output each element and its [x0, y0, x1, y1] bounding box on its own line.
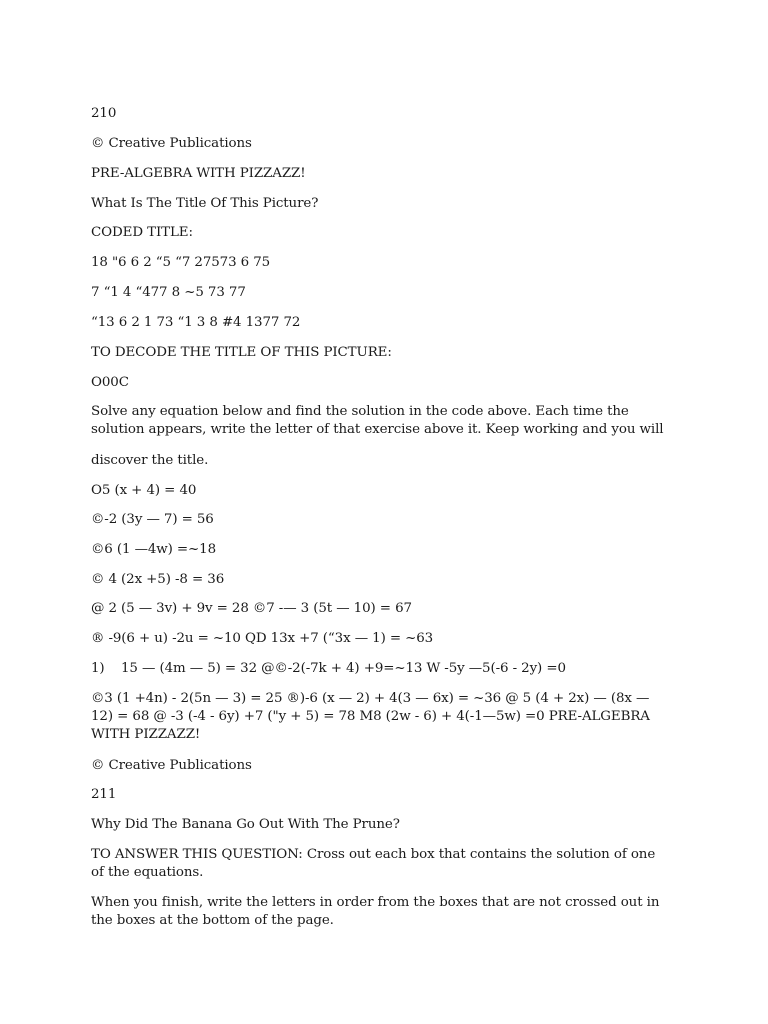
- coded-line: 18 "6 6 2 “5 “7 27573 6 75: [91, 255, 271, 270]
- equation-line: ® -9(6 + u) -2u = ~10 QD 13x +7 (“3x — 1) = ~63: [91, 631, 434, 646]
- coded-line: 7 “1 4 “477 8 ~5 73 77: [91, 285, 246, 300]
- coded-line: “13 6 2 1 73 “1 3 8 #4 1377 72: [91, 315, 301, 330]
- book-title: PRE-ALGEBRA WITH PIZZAZZ!: [91, 166, 306, 181]
- coded-title-heading: CODED TITLE:: [91, 225, 193, 240]
- ocr-fragment: O00C: [91, 375, 129, 390]
- equation-line: @ 2 (5 — 3v) + 9v = 28 ©7 -— 3 (5t — 10) = 67: [91, 601, 412, 616]
- answer-instructions: TO ANSWER THIS QUESTION: Cross out each box that contains the solution of one of the equations.: [91, 847, 656, 880]
- copyright-line: © Creative Publications: [91, 136, 252, 151]
- page-number: 211: [91, 787, 117, 802]
- instructions-continuation: discover the title.: [91, 453, 209, 468]
- equation-line: [91, 660, 671, 678]
- equation-line: O5 (x + 4) = 40: [91, 483, 197, 498]
- puzzle-question: Why Did The Banana Go Out With The Prune?: [91, 817, 400, 832]
- equation-text: 15 — (4m — 5) = 32 @©-2(-7k + 4) +9=~13 W -5y —5(-6 - 2y) =0: [121, 661, 566, 676]
- equation-line: © 4 (2x +5) -8 = 36: [91, 572, 225, 587]
- puzzle-question: What Is The Title Of This Picture?: [91, 196, 319, 211]
- decode-heading: TO DECODE THE TITLE OF THIS PICTURE:: [91, 345, 392, 360]
- page-number: 210: [91, 106, 117, 121]
- equation-paragraph: ©3 (1 +4n) - 2(5n — 3) = 25 ®)-6 (x — 2) + 4(3 — 6x) = ~36 @ 5 (4 + 2x) — (8x — 12) = 68 @ -3 (-4 - 6y) +7 ("y + 5) = 78 M8 (2w - 6) + 4(-1—5w) =0 PRE-ALGEBRA WITH PIZZAZZ!: [91, 691, 650, 742]
- equation-line: ©6 (1 —4w) =~18: [91, 542, 216, 557]
- equation-number: 1): [91, 661, 105, 676]
- copyright-line: © Creative Publications: [91, 758, 252, 773]
- instructions-paragraph: Solve any equation below and find the solution in the code above. Each time the solution appears, write the letter of that exercise above it. Keep working and you will: [91, 404, 664, 437]
- equation-line: ©-2 (3y — 7) = 56: [91, 512, 214, 527]
- finish-instructions: When you finish, write the letters in order from the boxes that are not crossed out in the boxes at the bottom of the page.: [91, 895, 660, 928]
